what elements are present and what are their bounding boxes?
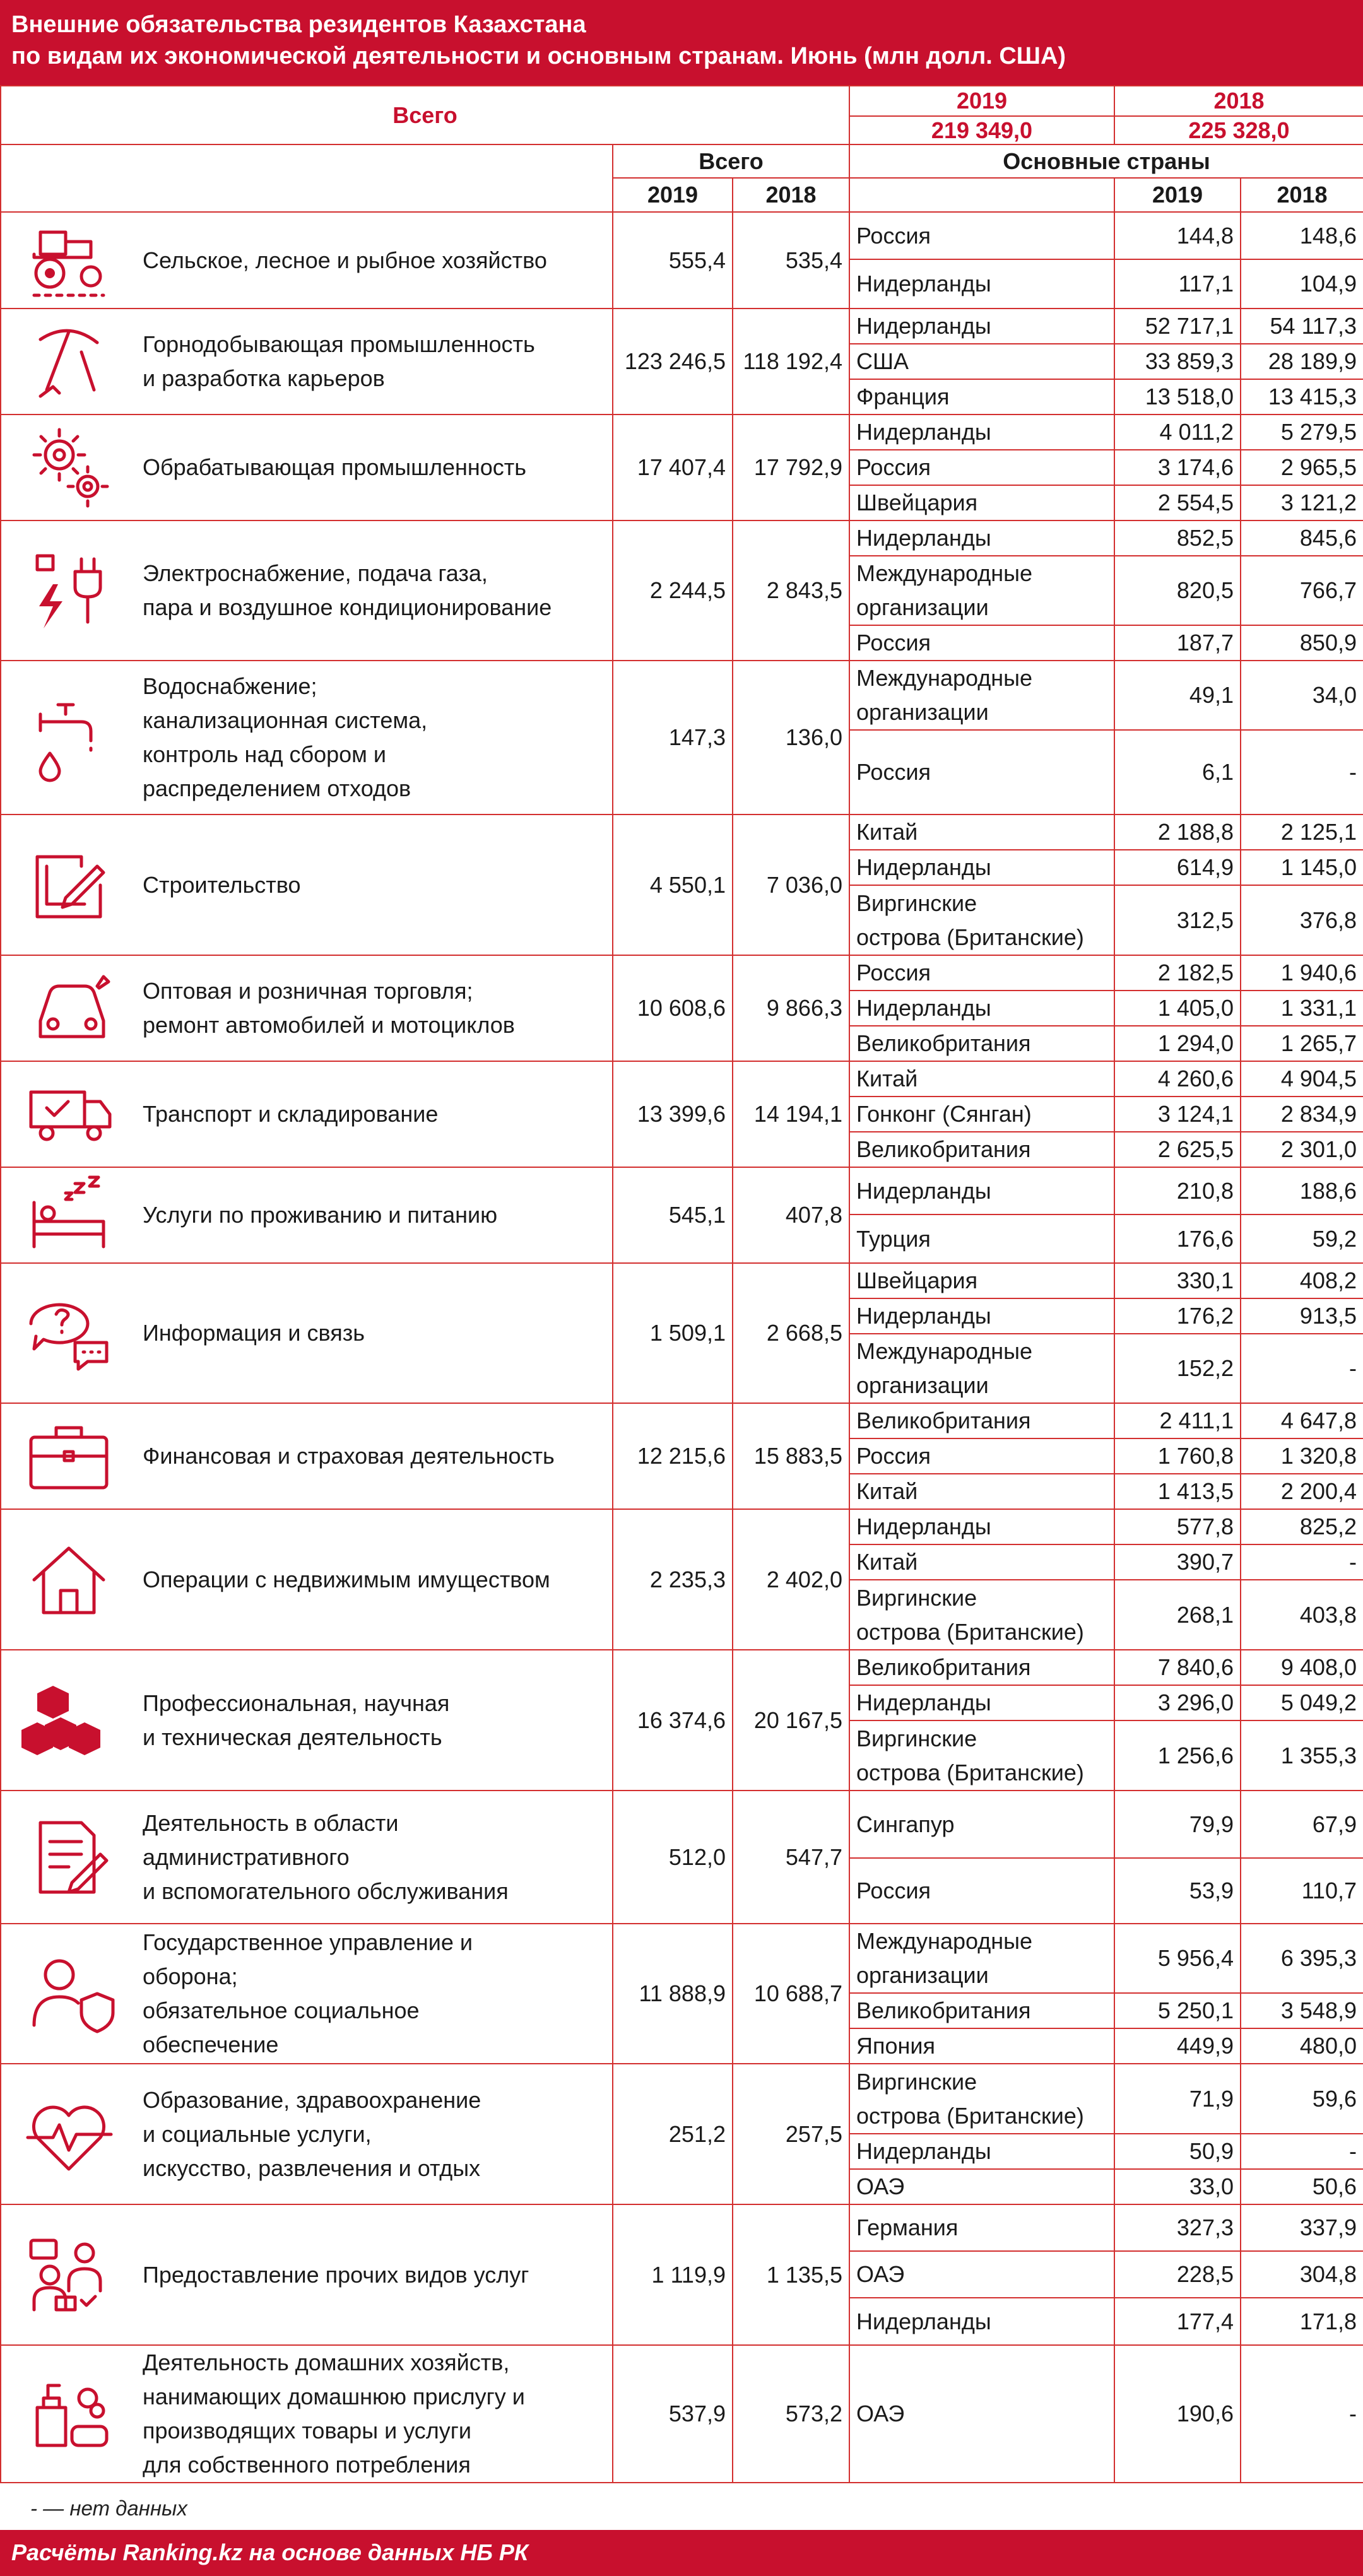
country-value-2019: 33,0 — [1114, 2169, 1241, 2204]
table-row — [1, 661, 1363, 730]
country-value-2019: 190,6 — [1114, 2345, 1241, 2483]
country-value-2018: 5 279,5 — [1241, 415, 1363, 450]
sector-name: Финансовая и страховая деятельность — [136, 1403, 613, 1509]
cubes-icon — [21, 1673, 116, 1768]
water-tap-icon — [21, 690, 116, 785]
sector-value-2019: 17 407,4 — [613, 415, 733, 520]
country-name: Франция — [849, 379, 1114, 415]
sector-value-2019: 545,1 — [613, 1167, 733, 1263]
country-col-header-blank — [849, 178, 1114, 212]
country-name: Китай — [849, 815, 1114, 850]
sector-value-2018: 10 688,7 — [733, 1924, 849, 2064]
country-name: ОАЭ — [849, 2251, 1114, 2298]
country-value-2018: 480,0 — [1241, 2028, 1363, 2064]
country-value-2019: 71,9 — [1114, 2064, 1241, 2134]
sector-value-2019: 4 550,1 — [613, 815, 733, 955]
sector-icon-cell — [1, 1263, 136, 1403]
subtotal-header: Всего — [613, 144, 849, 178]
sector-icon-cell — [1, 1791, 136, 1924]
sector-value-2018: 1 135,5 — [733, 2204, 849, 2345]
country-value-2019: 7 840,6 — [1114, 1650, 1241, 1685]
country-value-2018: 1 320,8 — [1241, 1438, 1363, 1474]
sector-value-2019: 2 244,5 — [613, 520, 733, 661]
sector-icon-cell — [1, 1650, 136, 1791]
sector-value-2019: 10 608,6 — [613, 955, 733, 1061]
country-value-2018: 337,9 — [1241, 2204, 1363, 2251]
sector-value-2019: 555,4 — [613, 212, 733, 309]
table-row — [1, 1061, 1363, 1097]
sector-name: Профессиональная, научная и техническая деятельность — [136, 1650, 613, 1791]
country-value-2019: 3 174,6 — [1114, 450, 1241, 485]
country-name: Нидерланды — [849, 1298, 1114, 1334]
country-value-2018: 188,6 — [1241, 1167, 1363, 1214]
chat-icon — [21, 1286, 116, 1380]
table-row — [1, 1650, 1363, 1685]
document-pen-icon — [21, 1810, 116, 1905]
country-value-2019: 79,9 — [1114, 1791, 1241, 1858]
country-name: Великобритания — [849, 1403, 1114, 1438]
gears-icon — [21, 420, 116, 515]
country-value-2019: 187,7 — [1114, 625, 1241, 661]
table-row — [1, 415, 1363, 450]
country-name: Международные организации — [849, 1924, 1114, 1993]
sector-value-2019: 1 119,9 — [613, 2204, 733, 2345]
country-name: Международные организации — [849, 556, 1114, 625]
person-shield-icon — [21, 1946, 116, 2041]
country-value-2019: 2 188,8 — [1114, 815, 1241, 850]
country-name: США — [849, 344, 1114, 379]
country-name: ОАЭ — [849, 2169, 1114, 2204]
country-name: Россия — [849, 212, 1114, 259]
liabilities-table — [0, 85, 1363, 2483]
country-value-2018: 2 965,5 — [1241, 450, 1363, 485]
sector-name: Услуги по проживанию и питанию — [136, 1167, 613, 1263]
sector-name: Образование, здравоохранение и социальные услуги, искусство, развлечения и отдых — [136, 2064, 613, 2204]
country-value-2018: 403,8 — [1241, 1580, 1363, 1650]
country-name: Китай — [849, 1061, 1114, 1097]
country-value-2019: 449,9 — [1114, 2028, 1241, 2064]
col-2018-header: 2018 — [733, 178, 849, 212]
pickaxe-icon — [21, 314, 116, 409]
sector-value-2019: 2 235,3 — [613, 1509, 733, 1650]
country-value-2018: 59,6 — [1241, 2064, 1363, 2134]
country-name: Нидерланды — [849, 1685, 1114, 1720]
country-name: Великобритания — [849, 1650, 1114, 1685]
country-name: Швейцария — [849, 1263, 1114, 1298]
sector-icon-cell — [1, 415, 136, 520]
sector-value-2018: 20 167,5 — [733, 1650, 849, 1791]
sector-value-2018: 7 036,0 — [733, 815, 849, 955]
sector-value-2018: 9 866,3 — [733, 955, 849, 1061]
country-value-2019: 50,9 — [1114, 2134, 1241, 2169]
country-value-2019: 3 124,1 — [1114, 1097, 1241, 1132]
country-name: Россия — [849, 625, 1114, 661]
country-name: Россия — [849, 1438, 1114, 1474]
country-value-2018: - — [1241, 2134, 1363, 2169]
sector-value-2018: 547,7 — [733, 1791, 849, 1924]
country-name: Китай — [849, 1544, 1114, 1580]
country-value-2018: 110,7 — [1241, 1858, 1363, 1924]
country-value-2018: - — [1241, 2345, 1363, 2483]
country-value-2019: 210,8 — [1114, 1167, 1241, 1214]
sector-value-2018: 136,0 — [733, 661, 849, 815]
sector-name: Деятельность в области административного и вспомогательного обслуживания — [136, 1791, 613, 1924]
sector-value-2019: 11 888,9 — [613, 1924, 733, 2064]
country-value-2018: 4 647,8 — [1241, 1403, 1363, 1438]
sector-name: Горнодобывающая промышленность и разработка карьеров — [136, 309, 613, 415]
sector-icon-cell — [1, 520, 136, 661]
col-2019-header: 2019 — [613, 178, 733, 212]
sector-value-2018: 14 194,1 — [733, 1061, 849, 1167]
country-name: Виргинские острова (Британские) — [849, 1720, 1114, 1791]
table-row — [1, 2345, 1363, 2483]
country-value-2018: 6 395,3 — [1241, 1924, 1363, 1993]
country-name: Нидерланды — [849, 1509, 1114, 1544]
sector-name: Обрабатывающая промышленность — [136, 415, 613, 520]
country-value-2018: - — [1241, 1544, 1363, 1580]
country-name: Швейцария — [849, 485, 1114, 520]
country-value-2019: 4 011,2 — [1114, 415, 1241, 450]
country-value-2018: 408,2 — [1241, 1263, 1363, 1298]
country-value-2018: 104,9 — [1241, 259, 1363, 309]
total-2019-value: 219 349,0 — [849, 116, 1114, 144]
sector-name: Оптовая и розничная торговля; ремонт автомобилей и мотоциклов — [136, 955, 613, 1061]
sector-icon-cell — [1, 1403, 136, 1509]
country-value-2019: 268,1 — [1114, 1580, 1241, 1650]
country-value-2019: 177,4 — [1114, 2298, 1241, 2345]
country-value-2018: 34,0 — [1241, 661, 1363, 730]
country-name: Россия — [849, 730, 1114, 815]
country-name: Великобритания — [849, 1132, 1114, 1167]
heart-pulse-icon — [21, 2087, 116, 2182]
country-value-2018: 2 834,9 — [1241, 1097, 1363, 1132]
country-name: Международные организации — [849, 661, 1114, 730]
country-value-2018: 28 189,9 — [1241, 344, 1363, 379]
sector-name: Транспорт и складирование — [136, 1061, 613, 1167]
country-value-2018: 1 355,3 — [1241, 1720, 1363, 1791]
table-row — [1, 1167, 1363, 1214]
country-value-2019: 52 717,1 — [1114, 309, 1241, 344]
sector-name: Государственное управление и оборона; обязательное социальное обеспечение — [136, 1924, 613, 2064]
country-value-2018: 2 301,0 — [1241, 1132, 1363, 1167]
sector-value-2019: 16 374,6 — [613, 1650, 733, 1791]
bed-icon — [21, 1168, 116, 1262]
sector-icon-cell — [1, 815, 136, 955]
country-value-2019: 2 625,5 — [1114, 1132, 1241, 1167]
table-row — [1, 520, 1363, 556]
country-name: Нидерланды — [849, 991, 1114, 1026]
sector-value-2018: 15 883,5 — [733, 1403, 849, 1509]
country-value-2019: 1 294,0 — [1114, 1026, 1241, 1061]
country-name: Германия — [849, 2204, 1114, 2251]
country-value-2018: 9 408,0 — [1241, 1650, 1363, 1685]
country-value-2019: 228,5 — [1114, 2251, 1241, 2298]
country-value-2018: 1 940,6 — [1241, 955, 1363, 991]
country-value-2018: 2 200,4 — [1241, 1474, 1363, 1509]
country-value-2019: 3 296,0 — [1114, 1685, 1241, 1720]
country-value-2019: 1 256,6 — [1114, 1720, 1241, 1791]
country-value-2018: 54 117,3 — [1241, 309, 1363, 344]
sector-icon-cell — [1, 1509, 136, 1650]
country-value-2019: 49,1 — [1114, 661, 1241, 730]
sector-value-2018: 118 192,4 — [733, 309, 849, 415]
main-countries-header: Основные страны — [849, 144, 1363, 178]
country-value-2018: 845,6 — [1241, 520, 1363, 556]
country-value-2019: 2 411,1 — [1114, 1403, 1241, 1438]
sector-value-2018: 2 402,0 — [733, 1509, 849, 1650]
country-value-2019: 577,8 — [1114, 1509, 1241, 1544]
sector-icon-cell — [1, 955, 136, 1061]
sector-value-2018: 2 668,5 — [733, 1263, 849, 1403]
year-2019-header: 2019 — [849, 86, 1114, 116]
sector-icon-cell — [1, 661, 136, 815]
sector-name: Операции с недвижимым имуществом — [136, 1509, 613, 1650]
table-row — [1, 955, 1363, 991]
car-repair-icon — [21, 961, 116, 1056]
country-value-2019: 390,7 — [1114, 1544, 1241, 1580]
country-value-2018: 304,8 — [1241, 2251, 1363, 2298]
country-value-2018: 2 125,1 — [1241, 815, 1363, 850]
sector-value-2019: 251,2 — [613, 2064, 733, 2204]
table-row — [1, 815, 1363, 850]
source-footer: Расчёты Ranking.kz на основе данных НБ РК — [0, 2530, 1363, 2576]
country-value-2018: 376,8 — [1241, 885, 1363, 955]
cleaning-icon — [21, 2367, 116, 2461]
country-value-2018: 148,6 — [1241, 212, 1363, 259]
country-name: Нидерланды — [849, 309, 1114, 344]
table-row — [1, 1791, 1363, 1858]
sector-value-2018: 573,2 — [733, 2345, 849, 2483]
country-name: Турция — [849, 1214, 1114, 1263]
table-row — [1, 2064, 1363, 2134]
country-value-2019: 5 956,4 — [1114, 1924, 1241, 1993]
table-row — [1, 1509, 1363, 1544]
country-value-2019: 176,2 — [1114, 1298, 1241, 1334]
country-value-2019: 4 260,6 — [1114, 1061, 1241, 1097]
sector-icon-cell — [1, 2345, 136, 2483]
title-bar — [0, 0, 1363, 85]
country-name: Международные организации — [849, 1334, 1114, 1403]
country-value-2018: 1 145,0 — [1241, 850, 1363, 885]
country-value-2019: 176,6 — [1114, 1214, 1241, 1263]
table-row — [1, 2204, 1363, 2251]
country-value-2019: 614,9 — [1114, 850, 1241, 885]
country-value-2019: 2 554,5 — [1114, 485, 1241, 520]
country-col-2019-header: 2019 — [1114, 178, 1241, 212]
sector-icon-cell — [1, 1061, 136, 1167]
sector-value-2019: 1 509,1 — [613, 1263, 733, 1403]
sector-name: Информация и связь — [136, 1263, 613, 1403]
sector-value-2018: 535,4 — [733, 212, 849, 309]
sector-icon-cell — [1, 1924, 136, 2064]
country-name: Виргинские острова (Британские) — [849, 2064, 1114, 2134]
sector-icon-cell — [1, 212, 136, 309]
country-value-2018: - — [1241, 1334, 1363, 1403]
sector-value-2018: 17 792,9 — [733, 415, 849, 520]
blank-header-cell — [1, 144, 613, 212]
country-name: Япония — [849, 2028, 1114, 2064]
country-name: Виргинские острова (Британские) — [849, 885, 1114, 955]
country-name: Китай — [849, 1474, 1114, 1509]
country-name: Виргинские острова (Британские) — [849, 1580, 1114, 1650]
title-line-2: по видам их экономической деятельности и основным странам. Июнь (млн долл. США) — [11, 43, 1066, 69]
table-row — [1, 309, 1363, 344]
country-name: Сингапур — [849, 1791, 1114, 1858]
sector-icon-cell — [1, 2204, 136, 2345]
country-value-2018: 1 331,1 — [1241, 991, 1363, 1026]
country-name: Россия — [849, 1858, 1114, 1924]
country-value-2018: 13 415,3 — [1241, 379, 1363, 415]
country-value-2019: 6,1 — [1114, 730, 1241, 815]
country-value-2019: 1 760,8 — [1114, 1438, 1241, 1474]
country-value-2019: 13 518,0 — [1114, 379, 1241, 415]
country-value-2019: 152,2 — [1114, 1334, 1241, 1403]
country-name: Нидерланды — [849, 2298, 1114, 2345]
country-value-2019: 820,5 — [1114, 556, 1241, 625]
country-value-2019: 312,5 — [1114, 885, 1241, 955]
sector-value-2018: 257,5 — [733, 2064, 849, 2204]
sector-name: Электроснабжение, подача газа, пара и воздушное кондиционирование — [136, 520, 613, 661]
service-workers-icon — [21, 2228, 116, 2322]
footnote: - — нет данных — [30, 2497, 187, 2520]
briefcase-icon — [21, 1409, 116, 1503]
country-name: Нидерланды — [849, 1167, 1114, 1214]
sector-value-2018: 2 843,5 — [733, 520, 849, 661]
electricity-icon — [21, 543, 116, 638]
country-value-2019: 327,3 — [1114, 2204, 1241, 2251]
country-value-2019: 144,8 — [1114, 212, 1241, 259]
table-row — [1, 1263, 1363, 1298]
sector-value-2019: 13 399,6 — [613, 1061, 733, 1167]
year-2018-header: 2018 — [1114, 86, 1363, 116]
country-name: Великобритания — [849, 1026, 1114, 1061]
country-name: Нидерланды — [849, 415, 1114, 450]
table-row — [1, 1403, 1363, 1438]
country-value-2019: 2 182,5 — [1114, 955, 1241, 991]
country-name: Нидерланды — [849, 850, 1114, 885]
country-value-2018: 1 265,7 — [1241, 1026, 1363, 1061]
country-value-2018: 766,7 — [1241, 556, 1363, 625]
country-value-2019: 1 405,0 — [1114, 991, 1241, 1026]
sector-icon-cell — [1, 2064, 136, 2204]
country-value-2019: 53,9 — [1114, 1858, 1241, 1924]
table-row — [1, 1924, 1363, 1993]
truck-icon — [21, 1067, 116, 1162]
country-value-2019: 33 859,3 — [1114, 344, 1241, 379]
sector-value-2019: 512,0 — [613, 1791, 733, 1924]
title-line-1: Внешние обязательства резидентов Казахстана — [11, 11, 586, 38]
total-header-cell: Всего — [1, 86, 849, 144]
country-value-2019: 1 413,5 — [1114, 1474, 1241, 1509]
country-value-2019: 330,1 — [1114, 1263, 1241, 1298]
country-name: Нидерланды — [849, 520, 1114, 556]
country-name: Россия — [849, 955, 1114, 991]
country-value-2018: 5 049,2 — [1241, 1685, 1363, 1720]
country-name: Россия — [849, 450, 1114, 485]
country-value-2018: 913,5 — [1241, 1298, 1363, 1334]
sector-name: Строительство — [136, 815, 613, 955]
tractor-icon — [21, 213, 116, 308]
country-value-2018: 50,6 — [1241, 2169, 1363, 2204]
sector-icon-cell — [1, 309, 136, 415]
country-value-2018: 3 548,9 — [1241, 1993, 1363, 2028]
country-name: Гонконг (Сянган) — [849, 1097, 1114, 1132]
country-value-2018: 3 121,2 — [1241, 485, 1363, 520]
country-value-2019: 117,1 — [1114, 259, 1241, 309]
country-value-2019: 5 250,1 — [1114, 1993, 1241, 2028]
country-name: Великобритания — [849, 1993, 1114, 2028]
house-icon — [21, 1532, 116, 1627]
country-value-2018: 67,9 — [1241, 1791, 1363, 1858]
sector-name: Водоснабжение; канализационная система, контроль над сбором и распределением отходов — [136, 661, 613, 815]
sector-value-2019: 12 215,6 — [613, 1403, 733, 1509]
country-value-2018: 825,2 — [1241, 1509, 1363, 1544]
country-name: ОАЭ — [849, 2345, 1114, 2483]
sector-icon-cell — [1, 1167, 136, 1263]
sector-value-2019: 537,9 — [613, 2345, 733, 2483]
country-value-2018: 171,8 — [1241, 2298, 1363, 2345]
country-value-2018: - — [1241, 730, 1363, 815]
sector-name: Сельское, лесное и рыбное хозяйство — [136, 212, 613, 309]
blueprint-icon — [21, 838, 116, 932]
sector-value-2019: 123 246,5 — [613, 309, 733, 415]
table-row — [1, 212, 1363, 259]
total-2018-value: 225 328,0 — [1114, 116, 1363, 144]
country-value-2018: 850,9 — [1241, 625, 1363, 661]
sector-value-2018: 407,8 — [733, 1167, 849, 1263]
country-value-2018: 59,2 — [1241, 1214, 1363, 1263]
country-name: Нидерланды — [849, 259, 1114, 309]
country-value-2018: 4 904,5 — [1241, 1061, 1363, 1097]
country-value-2019: 852,5 — [1114, 520, 1241, 556]
country-name: Нидерланды — [849, 2134, 1114, 2169]
country-col-2018-header: 2018 — [1241, 178, 1363, 212]
sector-name: Деятельность домашних хозяйств, нанимающих домашнюю прислугу и производящих товары и услуги для собственного потребления — [136, 2345, 613, 2483]
sector-value-2019: 147,3 — [613, 661, 733, 815]
sector-name: Предоставление прочих видов услуг — [136, 2204, 613, 2345]
